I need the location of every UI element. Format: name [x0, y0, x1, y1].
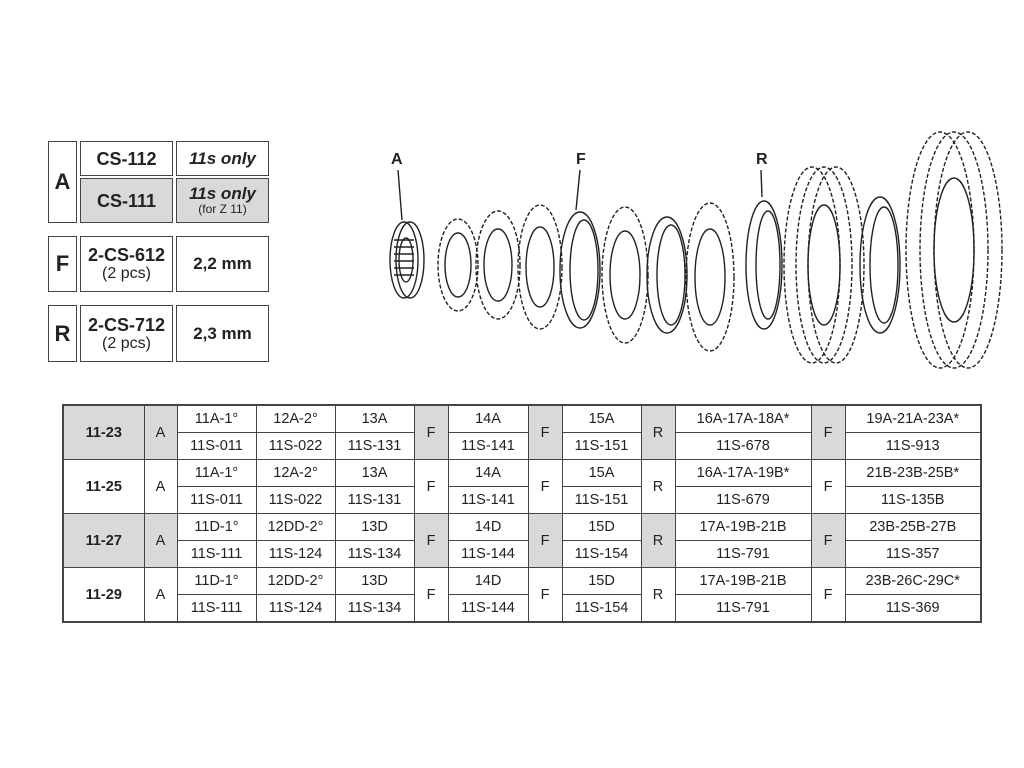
- legend-letter-a-text: A: [54, 169, 71, 194]
- sprocket-15-icon: [686, 203, 734, 351]
- sprocket-cell: 11A-1°: [177, 405, 256, 433]
- spacer-cell: F: [414, 405, 448, 460]
- sprocket-13-icon: [518, 205, 562, 329]
- legend-a-note-2-sub: (for Z 11): [198, 202, 247, 216]
- sprocket-cell: 15A: [562, 460, 641, 487]
- sprocket-cell: 17A-19B-21B: [675, 568, 811, 595]
- table-row: [63, 514, 981, 541]
- sprocket-14-icon: [602, 207, 648, 343]
- table-row: [63, 460, 981, 487]
- leader-line-r: [761, 170, 762, 197]
- part-number-cell: 11S-154: [562, 541, 641, 568]
- sprocket-cell: 12A-2°: [256, 460, 335, 487]
- spacer-cell: F: [528, 460, 562, 514]
- table-row: [63, 568, 981, 595]
- spacer-cell: F: [811, 460, 845, 514]
- range-cell: 11-23: [63, 405, 144, 460]
- legend-a-note-2: [176, 178, 269, 223]
- spacer-cell: F: [811, 405, 845, 460]
- sprocket-cell: 14A: [448, 405, 528, 433]
- part-number-cell: 11S-151: [562, 433, 641, 460]
- part-number-cell: 11S-678: [675, 433, 811, 460]
- legend-letter-r-text: R: [54, 320, 71, 346]
- sprocket-cell: 11D-1°: [177, 568, 256, 595]
- part-number-cell: 11S-131: [335, 433, 414, 460]
- sprocket-cell: 13D: [335, 514, 414, 541]
- part-number-cell: 11S-144: [448, 541, 528, 568]
- part-number-cell: 11S-154: [562, 595, 641, 623]
- spacer-cell: R: [641, 568, 675, 623]
- legend-a-code-2-text: CS-111: [96, 190, 157, 211]
- part-number-cell: 11S-141: [448, 433, 528, 460]
- sprocket-cell: 16A-17A-18A*: [675, 405, 811, 433]
- part-number-cell: 11S-134: [335, 595, 414, 623]
- legend-f-code-text: 2-CS-612: [87, 245, 166, 265]
- spacer-cell: F: [414, 568, 448, 623]
- lockring-cell: A: [144, 460, 177, 514]
- leader-line-f: [576, 170, 580, 210]
- legend-a-note-2-text: 11s only: [189, 184, 256, 203]
- legend-f-code: [80, 236, 173, 292]
- legend-f-qty: (2 pcs): [102, 265, 151, 282]
- part-number-cell: 11S-124: [256, 541, 335, 568]
- legend-letter-f: [48, 236, 77, 292]
- legend-a-note-1: [176, 141, 269, 176]
- sprocket-cell: 13D: [335, 568, 414, 595]
- sprocket-cell: 15A: [562, 405, 641, 433]
- sprocket-cell: 11A-1°: [177, 460, 256, 487]
- sprocket-cell: 14D: [448, 514, 528, 541]
- legend-a-code-2: [80, 178, 173, 223]
- part-number-cell: 11S-111: [177, 541, 256, 568]
- diagram-label-f: F: [576, 151, 586, 168]
- sprocket-cell: 23B-25B-27B: [845, 514, 981, 541]
- sprocket-cell: 14D: [448, 568, 528, 595]
- legend-r-thickness: [176, 305, 269, 362]
- sprocket-cell: 13A: [335, 405, 414, 433]
- part-number-cell: 11S-144: [448, 595, 528, 623]
- sprocket-cell: 17A-19B-21B: [675, 514, 811, 541]
- sprocket-cell: 23B-26C-29C*: [845, 568, 981, 595]
- range-cell: 11-29: [63, 568, 144, 623]
- spacer-r-icon: [746, 201, 782, 329]
- sprocket-cell: 14A: [448, 460, 528, 487]
- spacer-cell: F: [528, 514, 562, 568]
- part-number-cell: 11S-022: [256, 487, 335, 514]
- range-cell: 11-25: [63, 460, 144, 514]
- range-cell: 11-27: [63, 514, 144, 568]
- spacer-cell: R: [641, 514, 675, 568]
- legend-a-note-1-text: 11s only: [189, 148, 256, 168]
- legend-f-thickness: [176, 236, 269, 292]
- part-number-cell: 11S-357: [845, 541, 981, 568]
- lockring-cell: A: [144, 405, 177, 460]
- sprocket-12-icon: [476, 211, 520, 319]
- leader-line-a: [398, 170, 402, 220]
- sprocket-cell: 19A-21A-23A*: [845, 405, 981, 433]
- sprocket-cell: 21B-23B-25B*: [845, 460, 981, 487]
- part-number-cell: 11S-011: [177, 433, 256, 460]
- spacer-f-icon-3: [860, 197, 900, 333]
- spacer-cell: F: [811, 568, 845, 623]
- sprocket-cell: 12DD-2°: [256, 514, 335, 541]
- spacer-cell: R: [641, 460, 675, 514]
- part-number-cell: 11S-151: [562, 487, 641, 514]
- sprocket-11-icon: [438, 219, 478, 311]
- part-number-cell: 11S-791: [675, 541, 811, 568]
- table-row: [63, 405, 981, 433]
- sprocket-cell: 16A-17A-19B*: [675, 460, 811, 487]
- legend-letter-f-text: F: [55, 251, 70, 276]
- sprocket-cell: 12DD-2°: [256, 568, 335, 595]
- part-number-cell: 11S-022: [256, 433, 335, 460]
- spacer-cell: F: [414, 514, 448, 568]
- legend-a-code-1: [80, 141, 173, 176]
- diagram-label-r: R: [756, 151, 768, 168]
- legend-letter-r: [48, 305, 77, 362]
- lockring-cell: A: [144, 514, 177, 568]
- spacer-f-icon-1: [560, 212, 600, 328]
- legend-r-code: [80, 305, 173, 362]
- part-number-cell: 11S-134: [335, 541, 414, 568]
- part-number-cell: 11S-913: [845, 433, 981, 460]
- cassette-spec-table: [62, 404, 982, 623]
- legend-letter-a: [48, 141, 77, 223]
- legend-r-qty: (2 pcs): [102, 334, 151, 352]
- diagram-label-a: A: [391, 151, 403, 168]
- spacer-f-icon-2: [647, 217, 687, 333]
- part-number-cell: 11S-679: [675, 487, 811, 514]
- part-number-cell: 11S-011: [177, 487, 256, 514]
- part-number-cell: 11S-791: [675, 595, 811, 623]
- sprocket-block-middle-icon: [784, 167, 864, 363]
- legend-f-thickness-text: 2,2 mm: [193, 254, 252, 273]
- part-number-cell: 11S-135B: [845, 487, 981, 514]
- part-number-cell: 11S-141: [448, 487, 528, 514]
- cassette-exploded-diagram: [380, 125, 1010, 375]
- lockring-cell: A: [144, 568, 177, 623]
- part-number-cell: 11S-369: [845, 595, 981, 623]
- spacer-cell: F: [414, 460, 448, 514]
- legend-r-thickness-text: 2,3 mm: [193, 323, 252, 343]
- legend-a-code-1-text: CS-112: [96, 148, 157, 169]
- spacer-cell: F: [528, 568, 562, 623]
- part-number-cell: 11S-124: [256, 595, 335, 623]
- legend-r-code-text: 2-CS-712: [87, 314, 166, 335]
- sprocket-cell: 12A-2°: [256, 405, 335, 433]
- part-number-cell: 11S-111: [177, 595, 256, 623]
- sprocket-cell: 15D: [562, 568, 641, 595]
- sprocket-block-large-icon: [906, 132, 1002, 368]
- spacer-cell: F: [811, 514, 845, 568]
- part-number-cell: 11S-131: [335, 487, 414, 514]
- spacer-cell: R: [641, 405, 675, 460]
- sprocket-cell: 13A: [335, 460, 414, 487]
- lockring-icon: [390, 222, 424, 298]
- spacer-cell: F: [528, 405, 562, 460]
- sprocket-cell: 11D-1°: [177, 514, 256, 541]
- sprocket-cell: 15D: [562, 514, 641, 541]
